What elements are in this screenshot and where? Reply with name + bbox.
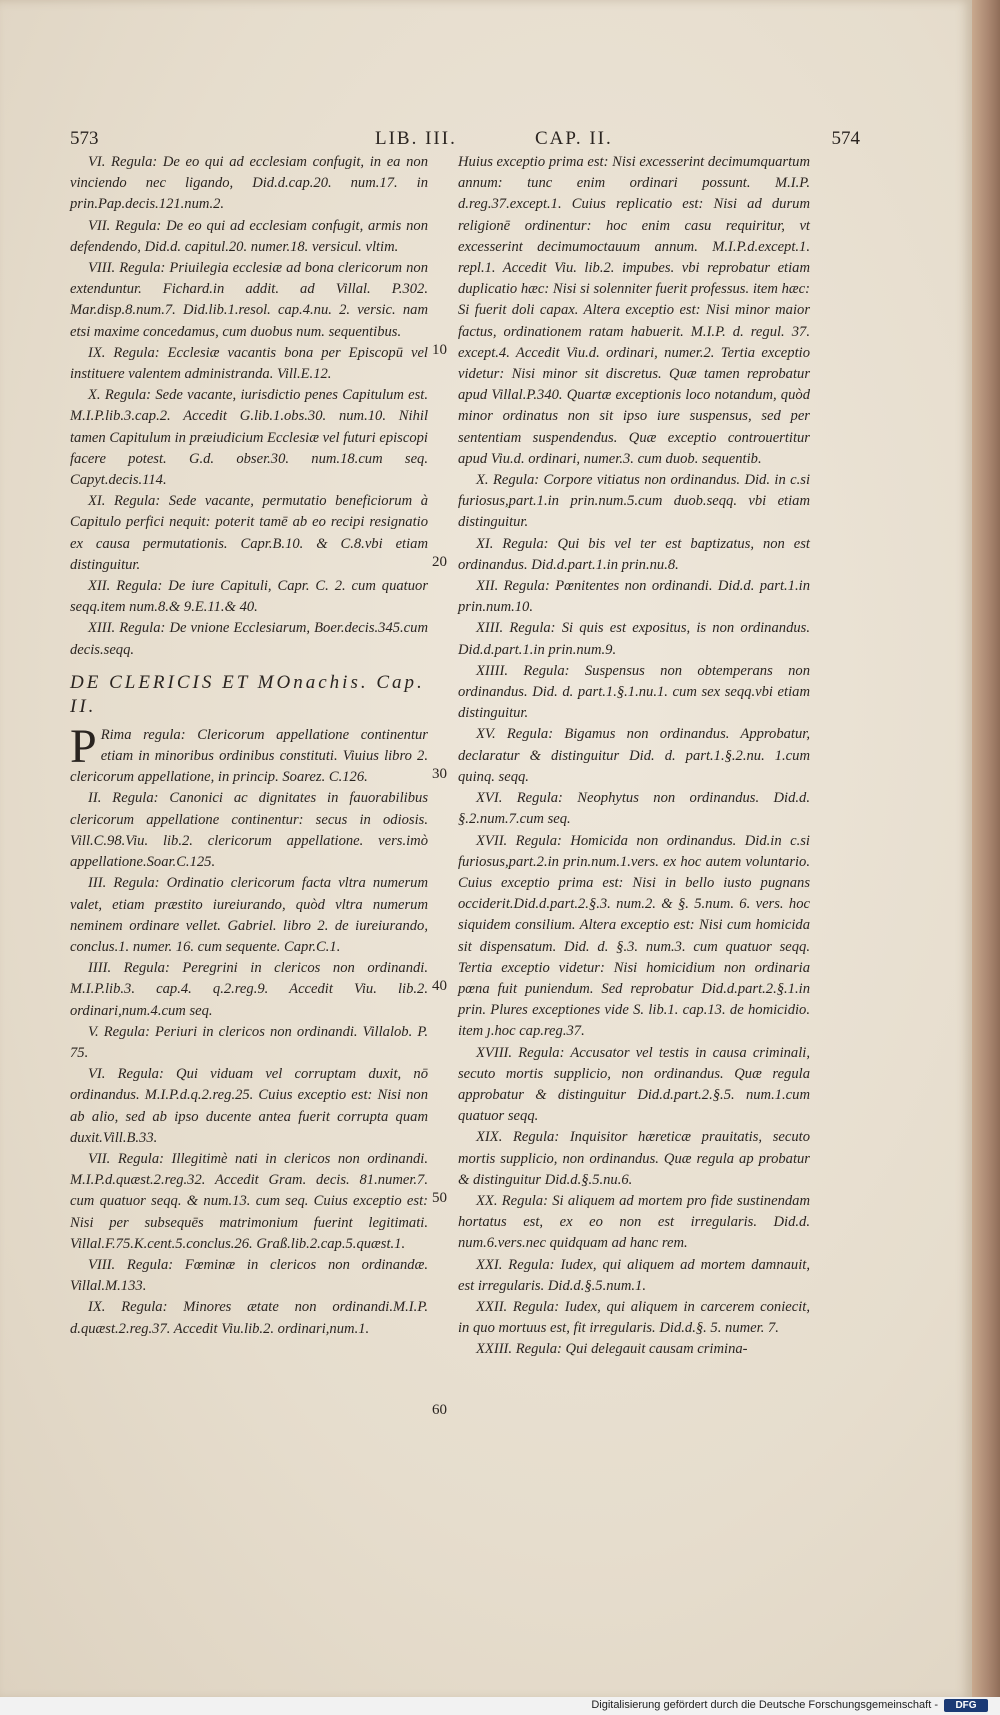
line-number: 60 — [432, 1402, 447, 1418]
paragraph: IIII. Regula: Peregrini in clericos non ordinandi. M.I.P.lib.3. cap.4. q.2.reg.9. Accedit Viu. lib.2. ordinari,num.4.cum seq. — [70, 960, 428, 1019]
book-edge — [972, 0, 1000, 1715]
line-number: 50 — [432, 1190, 447, 1206]
paragraph: VII. Regula: Illegitimè nati in clericos non ordinandi. M.I.P.d.quæst.2.reg.32. Accedit Gram. decis. 81.numer.7. cum quatuor seqq. & num.13. cum seq. Cuius exceptio est: Nisi per subsequēs matrimonium fuerint legitimati. Villal.F.75.K.cent.5.conclus.26. Graß.lib.2.cap.5.quæst.1. — [70, 1150, 428, 1252]
line-number: 10 — [432, 342, 447, 358]
paragraph: X. Regula: Sede vacante, iurisdictio penes Capitulum est. M.I.P.lib.3.cap.2. Accedit G.lib.1.obs.30. num.10. Nihil tamen Capitulum in præiudicium Ecclesiæ vel futuri episcopi facere potest. G.d. obser.30. num.18.cum seq. Capyt.decis.114. — [70, 387, 428, 489]
running-head-book: LIB. III. — [375, 128, 457, 149]
paragraph: VIII. Regula: Priuilegia ecclesiæ ad bona clericorum non extenduntur. Fichard.in addit. ad Villal. P.302. Mar.disp.8.num.7. Did.lib.1.resol. cap.4.nu. 2. versic. nam etsi maxime concedamus, cum duobus num. sequentibus. — [70, 260, 428, 340]
right-column — [458, 152, 810, 1361]
paragraph: XIII. Regula: De vnione Ecclesiarum, Boer.decis.345.cum decis.seqq. — [70, 620, 428, 658]
running-head-chapter: CAP. II. — [535, 128, 613, 149]
page-number-left: 573 — [70, 128, 99, 149]
paragraph: IX. Regula: Minores ætate non ordinandi.M.I.P. d.quæst.2.reg.37. Accedit Viu.lib.2. ordinari,num.1. — [70, 1299, 428, 1337]
paragraph: XIIII. Regula: Suspensus non obtemperans non ordinandus. Did. d. part.1.§.1.nu.1. cum sex seqq.vbi etiam distinguitur. — [458, 662, 810, 722]
line-number: 40 — [432, 978, 447, 994]
paragraph: V. Regula: Periuri in clericos non ordinandi. Villalob. P. 75. — [70, 1023, 428, 1061]
paragraph: Huius exceptio prima est: Nisi excesserint decimumquartum annum: tunc enim ordinari possunt. M.I.P. d.reg.37.except.1. Cuius replicatio est: Nisi ad durum religionē ordinentur: hoc enim casu requiritur, vt excesserint decimumoctauum annum. M.I.P.d.except.1. repl.1. Accedit Viu. lib.2. impubes. vbi reprobatur etiam duplicatio hæc: Nisi si solenniter fuerit professus. item hæc: Si fuerit doli capax. Altera exceptio est: Nisi minor maior factus, ordinationem ratam habuerit. M.I.P. d. regul. 37. except.4. Accedit Viu.d. ordinari, numer.2. Tertia exceptio videtur: Nisi minor sit discretus. Quæ tamen reprobatur apud Villal.P.340. Quartæ exceptionis loco notandum, quòd minor ordinatus non sit ipso iure suspensus, sed per sententiam suspendendus. Quæ exceptio controuertitur apud Viu.d. ordinari, numer.3. cum duob. sequentib. — [458, 154, 810, 467]
line-number: 20 — [432, 554, 447, 570]
paragraph: XXI. Regula: Iudex, qui aliquem ad mortem damnauit, est irregularis. Did.d.§.5.num.1. — [458, 1256, 810, 1294]
paragraph: VI. Regula: Qui viduam vel corruptam duxit, nō ordinandus. M.I.P.d.q.2.reg.25. Cuius exceptio est: Nisi non ab alio, sed ab ipso ducente antea fuerit corrupta quam duxit.Vill.B.33. — [70, 1066, 428, 1146]
first-paragraph-text: Rima regula: Clericorum appellatione continentur etiam in minoribus ordinibus constituti. Viuius libro 2. clericorum appellatione, in princip. Soarez. C.126. — [70, 726, 428, 786]
paragraph: XIII. Regula: Si quis est expositus, is non ordinandus. Did.d.part.1.in prin.num.9. — [458, 620, 810, 658]
paragraph: XVI. Regula: Neophytus non ordinandus. Did.d. §.2.num.7.cum seq. — [458, 790, 810, 828]
paragraph: XVIII. Regula: Accusator vel testis in causa criminali, secuto mortis supplicio, non ordinandus. Quæ regula approbatur & distinguitur Did.d.part.2.§.5. num.1.cum quatuor seqq. — [458, 1044, 810, 1125]
section-heading: DE CLERICIS ET MOnachis. Cap. II. — [70, 671, 425, 717]
footer-credit: Digitalisierung gefördert durch die Deutsche Forschungsgemeinschaft - — [591, 1699, 938, 1711]
paragraph: XXII. Regula: Iudex, qui aliquem in carcerem coniecit, in quo mortuus est, fit irregularis. Did.d.§. 5. numer. 7. — [458, 1298, 810, 1337]
paragraph: XVII. Regula: Homicida non ordinandus. Did.in c.si furiosus,part.2.in prin.num.1.vers. ex hoc autem voluntario. Cuius exceptio prima est: Nisi in bello iusto pugnans occiderit.Did.d.part.2.§.3. num.2. & §. 5.num. 6. vers. hoc siquidem consilium. Altera exceptio est: Nisi cum homicida sit dispensatum. Did. d. §.3. num.3. cum quatuor seqq. Tertia exceptio videtur: Nisi homicidium non ordinaria pœna fuit puniendum. Sed reprobatur Did.d.part.2.§.1.in prin. Plures exceptiones vide S. lib.1. cap.13. de homicidio. item ȷ.hoc cap.reg.37. — [458, 832, 810, 1040]
line-number: 30 — [432, 766, 447, 782]
left-column — [70, 152, 428, 1340]
paragraph: VIII. Regula: Fœminæ in clericos non ordinandæ. Villal.M.133. — [70, 1256, 428, 1295]
paragraph: XI. Regula: Sede vacante, permutatio beneficiorum à Capitulo perfici nequit: poterit tamē ab eo recipi resignatio ex causa permutationis. Capr.B.10. & C.8.vbi etiam distinguitur. — [70, 493, 428, 573]
paragraph: II. Regula: Canonici ac dignitates in fauorabilibus clericorum appellatione continentur: secus in odiosis. Vill.C.98.Viu. lib.2. clericorum appellatione. vers.imò appellatione.Soar.C.125. — [70, 790, 428, 871]
drop-cap: P — [70, 719, 97, 773]
paragraph: XV. Regula: Bigamus non ordinandus. Approbatur, declaratur & distinguitur Did. d. part.1.§.2.nu. 1.cum quinq. seqq. — [458, 726, 810, 785]
paragraph: IX. Regula: Ecclesiæ vacantis bona per Episcopū vel instituere valentem administranda. Vill.E.12. — [70, 344, 428, 383]
paragraph: III. Regula: Ordinatio clericorum facta vltra numerum valet, etiam præstito iureiurando, quòd vltra numerum neminem ordinare vellet. Gabriel. libro 2. de iureiurando, conclus.1. numer. 16. cum sequente. Capr.C.1. — [70, 875, 428, 955]
paragraph: VII. Regula: De eo qui ad ecclesiam confugit, armis non defendendo, Did.d. capitul.20. numer.18. versicul. vltim. — [70, 217, 428, 255]
paragraph: VI. Regula: De eo qui ad ecclesiam confugit, in ea non vinciendo nec ligando, Did.d.cap.20. num.17. in prin.Pap.decis.121.num.2. — [70, 154, 428, 213]
paragraph: XI. Regula: Qui bis vel ter est baptizatus, non est ordinandus. Did.d.part.1.in prin.nu.8. — [458, 535, 810, 573]
paragraph: XXIII. Regula: Qui delegauit causam crimina- — [476, 1341, 748, 1358]
paragraph: X. Regula: Corpore vitiatus non ordinandus. Did. in c.si furiosus,part.1.in prin.num.5.cum duob.seqq. vbi etiam distinguitur. — [458, 472, 810, 531]
paragraph: XX. Regula: Si aliquem ad mortem pro fide sustinendam hortatus est, ex eo non est irregularis. Did.d. num.6.vers.nec quidquam ad hanc rem. — [458, 1192, 810, 1252]
paragraph: XIX. Regula: Inquisitor hæreticæ prauitatis, secuto mortis supplicio, non ordinandus. Quæ regula ap probatur & distinguitur Did.d.§.5.nu.6. — [458, 1129, 810, 1188]
paragraph: XII. Regula: De iure Capituli, Capr. C. 2. cum quatuor seqq.item num.8.& 9.E.11.& 40. — [70, 578, 428, 616]
paragraph-first — [70, 719, 428, 789]
dfg-logo: DFG — [944, 1699, 988, 1712]
footer-bar — [0, 1697, 1000, 1715]
page-header — [70, 128, 860, 154]
paragraph: XII. Regula: Pœnitentes non ordinandi. Did.d. part.1.in prin.num.10. — [458, 578, 810, 616]
page-number-right: 574 — [831, 128, 860, 149]
